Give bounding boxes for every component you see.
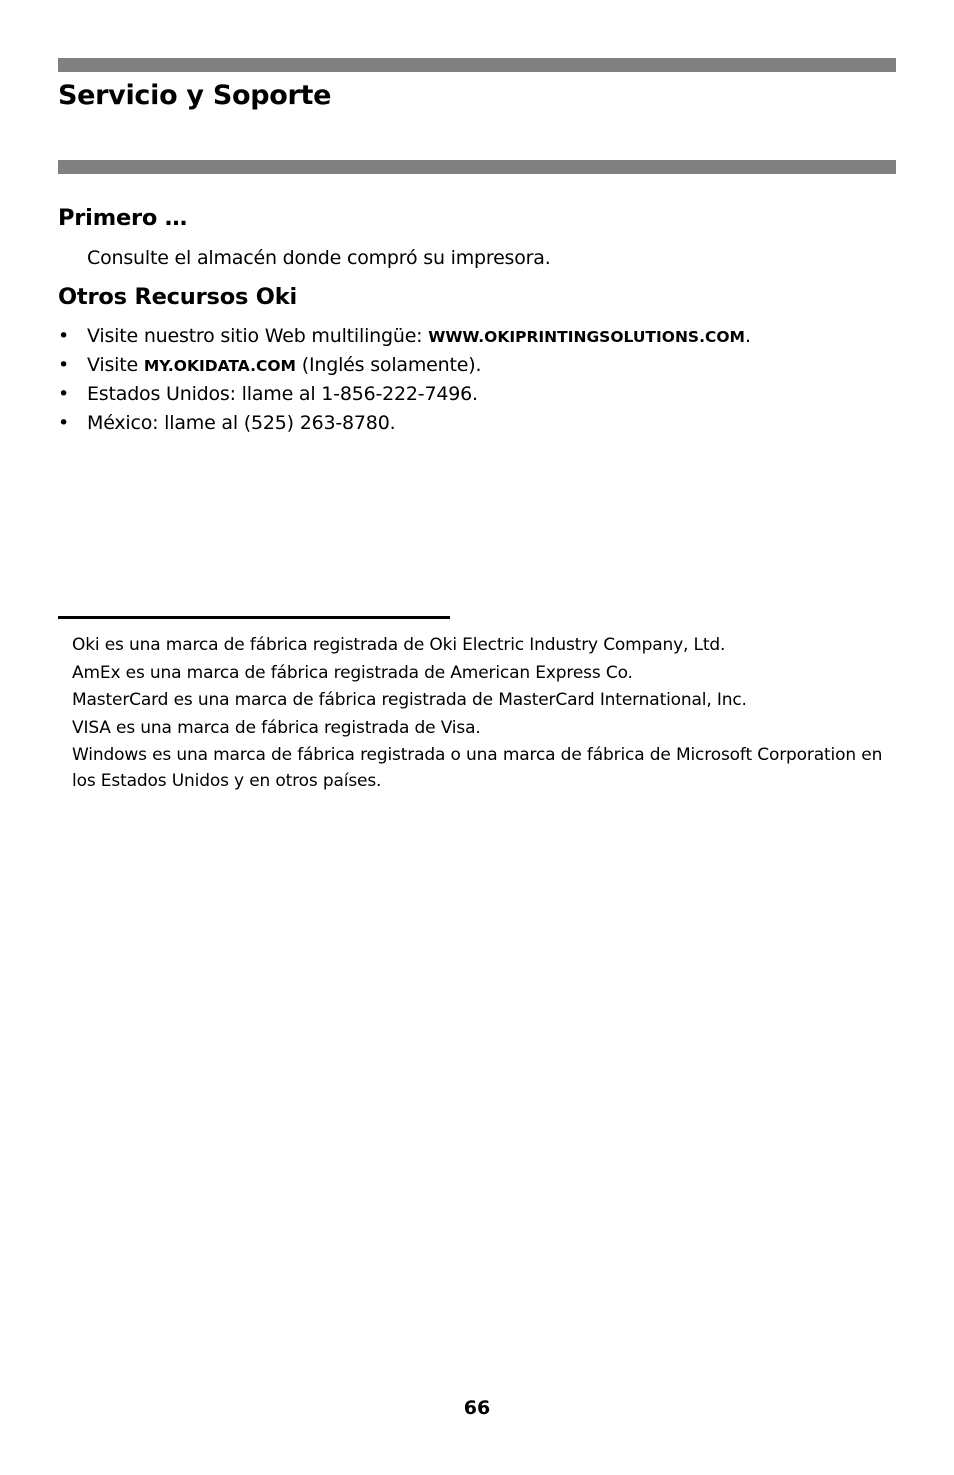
section-heading-other-resources: Otros Recursos Oki (58, 284, 297, 310)
section-first-text: Consulte el almacén donde compró su impresora. (87, 247, 551, 269)
list-item-text: Visite nuestro sitio Web multilingüe: (87, 325, 429, 347)
list-item (58, 409, 751, 438)
list-item (58, 322, 751, 351)
footnote-amex: AmEx es una marca de fábrica registrada de American Express Co. (72, 662, 633, 683)
top-rule-bar (58, 58, 896, 72)
trademark-footnotes (72, 632, 892, 794)
footnote-divider (58, 616, 450, 619)
footnote-visa: VISA es una marca de fábrica registrada de Visa. (72, 717, 481, 738)
list-item (58, 380, 751, 409)
page-number: 66 (463, 1397, 491, 1419)
website-link[interactable]: WWW.OKIPRINTINGSOLUTIONS.COM (428, 328, 745, 346)
chapter-title: Servicio y Soporte (58, 80, 332, 111)
footnote-windows: Windows es una marca de fábrica registrada o una marca de fábrica de Microsoft Corporation en los Estados Unidos y en otros países. (72, 745, 883, 792)
bullet-icon: • (58, 383, 70, 405)
section-heading-first: Primero … (58, 205, 188, 231)
list-item-text: Estados Unidos: llame al 1-856-222-7496. (87, 383, 478, 405)
footnote-mastercard: MasterCard es una marca de fábrica registrada de MasterCard International, Inc. (72, 690, 747, 711)
footnote-oki: Oki es una marca de fábrica registrada de Oki Electric Industry Company, Ltd. (72, 635, 726, 655)
bullet-icon: • (58, 354, 70, 376)
bullet-icon: • (58, 412, 70, 434)
list-item-suffix: (Inglés solamente). (295, 354, 482, 376)
bullet-icon: • (58, 325, 70, 347)
list-item-suffix: . (744, 325, 751, 347)
myokidata-link[interactable]: MY.OKIDATA.COM (143, 357, 296, 375)
resource-list (58, 322, 751, 438)
list-item (58, 351, 751, 380)
list-item-text: México: llame al (525) 263-8780. (87, 412, 396, 434)
section-rule-bar (58, 160, 896, 174)
list-item-text: Visite (87, 354, 144, 376)
